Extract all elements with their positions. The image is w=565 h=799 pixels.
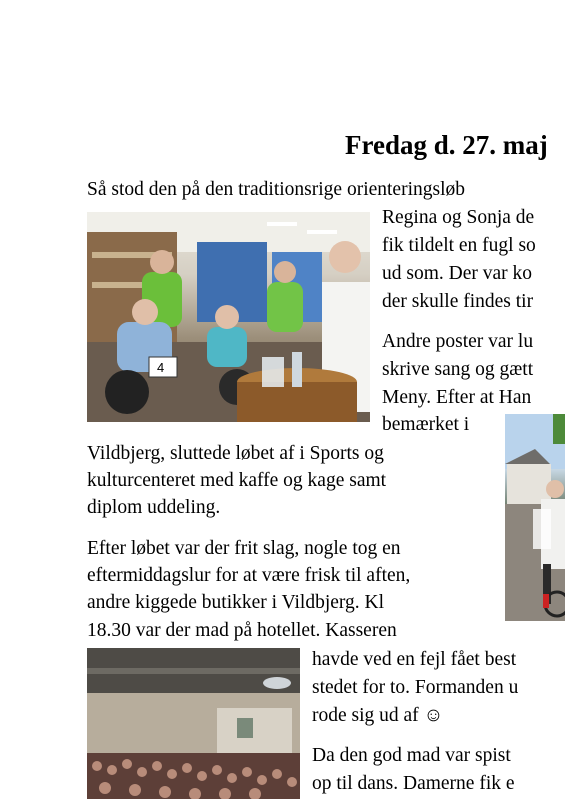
text-line: Da den god mad var spist	[312, 745, 511, 766]
text-line: bemærket i	[382, 414, 470, 435]
text-line: fik tildelt en fugl so	[382, 235, 536, 256]
text-line: ud som. Der var ko	[382, 263, 533, 284]
photo-orienteering-wheelchairs	[87, 212, 370, 422]
photo-dining-hall	[87, 648, 300, 799]
photo-outdoor-person	[505, 414, 565, 621]
text-line: Meny. Efter at Han	[382, 387, 532, 408]
text-line: kulturcenteret med kaffe og kage samt	[87, 470, 387, 491]
text-line: Andre poster var lu	[382, 331, 534, 352]
text-line: eftermiddagslur for at være frisk til aften,	[87, 565, 411, 586]
text-line: stedet for to. Formanden u	[312, 677, 519, 698]
text-line: andre kiggede butikker i Vildbjerg. Kl	[87, 592, 385, 613]
text-line: diplom uddeling.	[87, 497, 221, 518]
text-line: havde ved en fejl fået best	[312, 649, 517, 670]
text-line: rode sig ud af ☺	[312, 705, 444, 726]
text-line: der skulle findes tir	[382, 291, 534, 312]
page-title: Fredag d. 27. maj	[345, 130, 548, 160]
text-line: Efter løbet var der frit slag, nogle tog en	[87, 538, 401, 559]
text-line: Regina og Sonja de	[382, 207, 535, 228]
text-line: Vildbjerg, sluttede løbet af i Sports og	[87, 443, 384, 464]
text-line: skrive sang og gætt	[382, 359, 534, 380]
text-line: op til dans. Damerne fik e	[312, 773, 515, 794]
text-line: 18.30 var der mad på hotellet. Kasseren	[87, 620, 397, 641]
bib-number: 4	[157, 360, 165, 375]
text-line: Så stod den på den traditionsrige orienteringsløb	[87, 179, 466, 200]
